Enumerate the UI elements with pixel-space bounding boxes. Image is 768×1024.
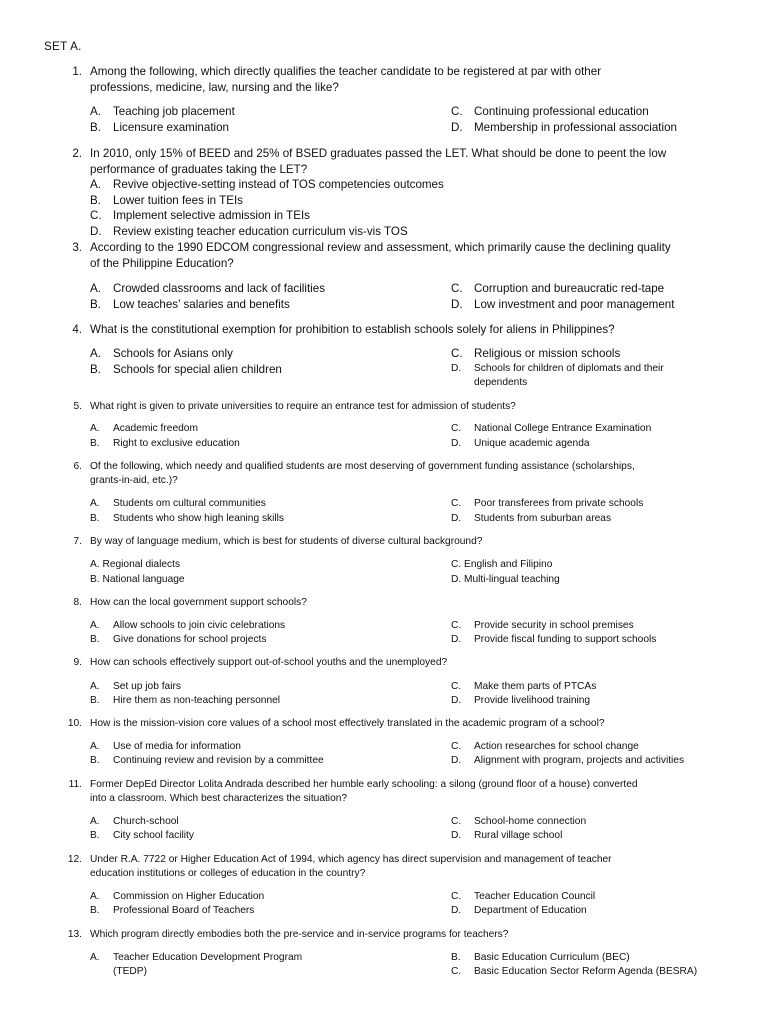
option-text: Schools for children of diplomats and their (474, 363, 664, 374)
question-text: In 2010, only 15% of BEED and 25% of BSED graduates passed the LET. What should be done to peent the low (90, 147, 667, 160)
option-letter: B. (90, 513, 100, 524)
option-text: Students who show high leaning skills (113, 513, 285, 524)
option-letter: C. (90, 209, 102, 222)
option-letter: C. (451, 498, 462, 509)
option-letter: C. (451, 816, 462, 827)
question-text: performance of graduates taking the LET? (90, 163, 308, 176)
option-text: Licensure examination (113, 121, 230, 134)
question-number: 1. (72, 65, 82, 78)
option-letter: A. (90, 816, 100, 827)
option-letter: B. (90, 194, 101, 207)
option-text: Make them parts of PTCAs (474, 681, 597, 692)
option-text: Religious or mission schools (474, 347, 621, 360)
option-letter: A. (90, 347, 101, 360)
option-text: Teaching job placement (113, 105, 235, 118)
option-text: Professional Board of Teachers (113, 905, 255, 916)
option-text: School-home connection (474, 816, 587, 827)
question-text: Former DepEd Director Lolita Andrada described her humble early schooling: a silong (ground floor of a house) converted (90, 779, 638, 790)
question-text: How can schools effectively support out-of-school youths and the unemployed? (90, 657, 448, 668)
option-letter: D. (451, 363, 462, 374)
option-letter: C. (451, 105, 463, 118)
option-text: Give donations for school projects (113, 634, 267, 645)
option-letter: C. (451, 347, 463, 360)
question-text: Of the following, which needy and qualified students are most deserving of government funding assistance (scholarships, (90, 461, 635, 472)
option-text: Crowded classrooms and lack of facilities (113, 282, 325, 295)
question-number: 9. (73, 657, 82, 668)
option-letter: B. (90, 363, 101, 376)
option-text: D. Multi-lingual teaching (451, 574, 560, 585)
option-text: Membership in professional association (474, 121, 677, 134)
option-text: Unique academic agenda (474, 438, 590, 449)
option-text: Review existing teacher education curriculum vis-vis TOS (113, 225, 408, 238)
question-number: 4. (72, 323, 82, 336)
question-text: What is the constitutional exemption for prohibition to establish schools solely for aliens in Philippines? (90, 323, 615, 336)
option-letter: A. (90, 620, 100, 631)
option-text: Poor transferees from private schools (474, 498, 644, 509)
question-text: According to the 1990 EDCOM congressional review and assessment, which primarily cause the declining quality (90, 241, 671, 254)
option-letter: B. (90, 905, 100, 916)
option-letter: B. (90, 695, 100, 706)
option-letter: D. (90, 225, 102, 238)
question-number: 6. (73, 461, 82, 472)
question-text: of the Philippine Education? (90, 257, 234, 270)
option-letter: A. (90, 498, 100, 509)
option-text: Continuing review and revision by a committee (113, 755, 324, 766)
option-text: B. National language (90, 574, 185, 585)
option-letter: C. (451, 966, 462, 977)
option-text: Allow schools to join civic celebrations (113, 620, 286, 631)
option-text: Provide security in school premises (474, 620, 634, 631)
option-letter: B. (90, 121, 101, 134)
option-text: Set up job fairs (113, 681, 181, 692)
question-text: Under R.A. 7722 or Higher Education Act of 1994, which agency has direct supervision and management of teacher (90, 854, 612, 865)
option-text: Teacher Education Council (474, 891, 596, 902)
option-letter: D. (451, 121, 463, 134)
option-letter: A. (90, 952, 100, 963)
option-letter: C. (451, 891, 462, 902)
option-letter: A. (90, 282, 101, 295)
option-letter: B. (451, 952, 461, 963)
question-text: grants-in-aid, etc.)? (90, 475, 178, 487)
option-letter: A. (90, 423, 100, 434)
option-text: Implement selective admission in TEIs (113, 209, 310, 222)
option-text: Schools for special alien children (113, 363, 282, 376)
option-letter: D. (451, 905, 462, 916)
option-text: Basic Education Sector Reform Agenda (BESRA) (474, 966, 698, 977)
option-letter: C. (451, 423, 462, 434)
option-letter: D. (451, 695, 462, 706)
option-text: Schools for Asians only (113, 347, 233, 360)
option-text: Basic Education Curriculum (BEC) (474, 952, 630, 963)
option-letter: D. (451, 634, 462, 645)
option-text: C. English and Filipino (451, 559, 553, 570)
option-text: dependents (474, 377, 528, 388)
question-text: How can the local government support schools? (90, 597, 307, 608)
option-text: A. Regional dialects (90, 559, 181, 570)
option-text: Provide fiscal funding to support schools (474, 634, 657, 645)
option-text: Hire them as non-teaching personnel (113, 695, 281, 706)
question-number: 2. (72, 147, 82, 160)
option-text: Department of Education (474, 905, 587, 916)
option-letter: C. (451, 681, 462, 692)
option-letter: A. (90, 681, 100, 692)
option-text: Right to exclusive education (113, 438, 240, 449)
option-text: Students from suburban areas (474, 513, 612, 524)
option-text: Continuing professional education (474, 105, 649, 118)
option-text: Commission on Higher Education (113, 891, 265, 902)
question-number: 11. (68, 779, 82, 790)
option-letter: B. (90, 755, 100, 766)
option-text: Academic freedom (113, 423, 198, 434)
question-text: professions, medicine, law, nursing and the like? (90, 81, 339, 94)
question-text: Which program directly embodies both the pre-service and in-service programs for teachers? (90, 929, 509, 940)
option-text: Lower tuition fees in TEIs (113, 194, 243, 207)
option-letter: C. (451, 282, 463, 295)
question-number: 3. (72, 241, 82, 254)
option-text: National College Entrance Examination (474, 423, 652, 434)
option-letter: A. (90, 891, 100, 902)
option-text: Alignment with program, projects and activities (474, 755, 685, 766)
option-letter: A. (90, 178, 101, 191)
option-letter: D. (451, 298, 463, 311)
question-number: 7. (73, 536, 82, 547)
option-text: Provide livelihood training (474, 695, 591, 706)
option-text: Use of media for information (113, 741, 241, 752)
option-letter: B. (90, 830, 100, 841)
option-text: Teacher Education Development Program (113, 952, 303, 963)
option-letter: C. (451, 741, 462, 752)
option-text: Low teaches’ salaries and benefits (113, 298, 290, 311)
option-text: Revive objective-setting instead of TOS competencies outcomes (113, 178, 444, 191)
option-letter: C. (451, 620, 462, 631)
option-text: City school facility (113, 830, 194, 841)
question-text: into a classroom. Which best characterizes the situation? (90, 793, 348, 805)
option-letter: A. (90, 105, 101, 118)
question-text: Among the following, which directly qualifies the teacher candidate to be registered at par with other (90, 65, 602, 78)
option-text: Rural village school (474, 830, 563, 841)
question-number: 12. (67, 854, 82, 865)
option-text: Action researches for school change (474, 741, 639, 752)
option-letter: D. (451, 755, 462, 766)
option-letter: D. (451, 513, 462, 524)
question-number: 8. (73, 597, 82, 608)
question-text: By way of language medium, which is best for students of diverse cultural background? (90, 536, 483, 547)
option-letter: D. (451, 438, 462, 449)
option-text: Corruption and bureaucratic red-tape (474, 282, 665, 295)
option-letter: A. (90, 741, 100, 752)
option-letter: B. (90, 298, 101, 311)
option-letter: B. (90, 634, 100, 645)
question-number: 13. (67, 929, 82, 940)
option-text: Low investment and poor management (474, 298, 675, 311)
question-text: education institutions or colleges of education in the country? (90, 868, 366, 880)
option-letter: B. (90, 438, 100, 449)
option-text: Students om cultural communities (113, 498, 266, 509)
question-text: How is the mission-vision core values of a school most effectively translated in the academic program of a school? (90, 718, 605, 729)
question-text: What right is given to private universities to require an entrance test for admission of students? (90, 401, 516, 412)
option-letter: D. (451, 830, 462, 841)
question-number: 10. (67, 718, 82, 729)
question-number: 5. (73, 401, 82, 412)
option-text: (TEDP) (113, 966, 147, 978)
option-text: Church-school (113, 816, 179, 827)
set-label: SET A. (44, 40, 82, 53)
